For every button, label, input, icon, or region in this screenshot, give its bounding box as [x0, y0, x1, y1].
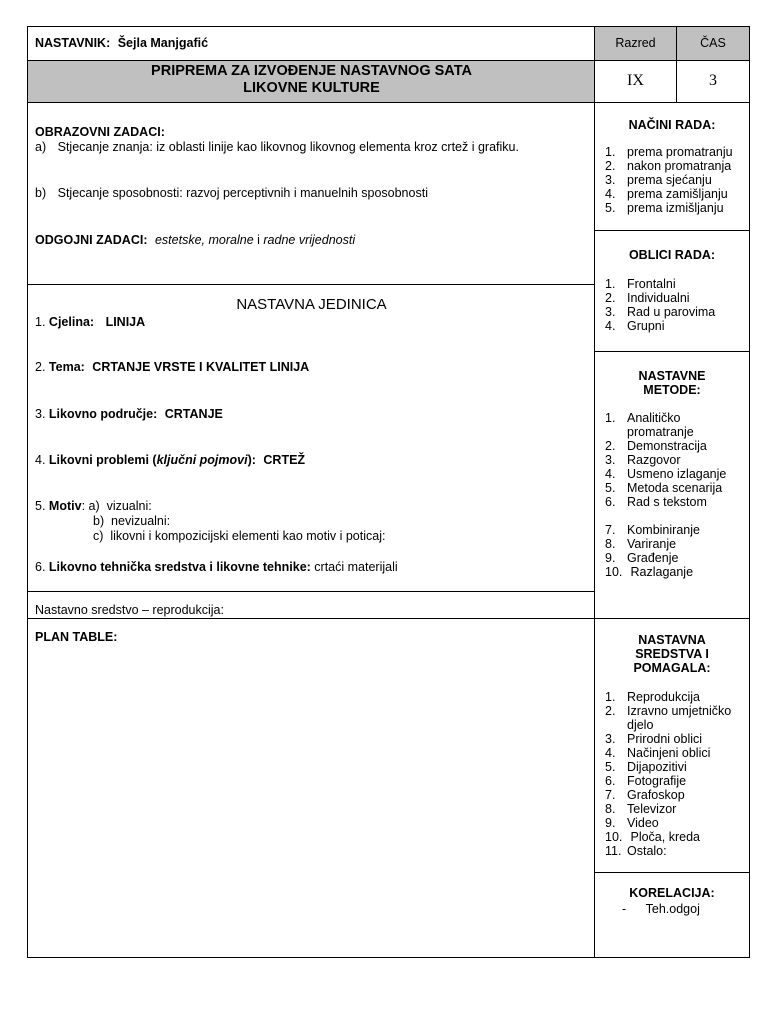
- list-item-text: Razgovor: [627, 453, 681, 467]
- list-item-text: Grupni: [627, 319, 665, 333]
- task-b: [35, 186, 428, 200]
- list-item-text: Građenje: [627, 551, 679, 565]
- unit-motiv: [35, 499, 385, 544]
- podrucje-num: 3.: [35, 407, 46, 421]
- sredstva-title-2: SREDSTVA I: [635, 647, 709, 661]
- list-item-text: Analitičko promatranje: [627, 411, 694, 439]
- list-item-text: Načinjeni oblici: [627, 746, 711, 760]
- list-item: [605, 690, 745, 704]
- list-item-text: Frontalni: [627, 277, 676, 291]
- sredstva-value: crtaći materijali: [314, 560, 398, 574]
- list-item: [605, 411, 743, 439]
- list-item-text: Individualni: [627, 291, 690, 305]
- list-item: [605, 453, 743, 467]
- list-item: [605, 159, 745, 173]
- list-item-number: 8.: [605, 537, 616, 551]
- sredstva-list: [605, 690, 745, 858]
- list-item-text: Metoda scenarija: [627, 481, 723, 495]
- nacini-list: [605, 145, 745, 215]
- problemi-num: 4.: [35, 453, 46, 467]
- cjelina-label: Cjelina:: [48, 315, 95, 329]
- list-item: [605, 774, 745, 788]
- list-item-text: Video: [627, 816, 659, 830]
- list-item-text: Rad s tekstom: [627, 495, 707, 509]
- border-right: [749, 26, 750, 958]
- list-item-text: prema izmišljanju: [627, 201, 724, 215]
- list-item-number: 5.: [605, 201, 616, 215]
- problemi-label-b: ):: [247, 453, 256, 467]
- task-a-marker: a): [35, 140, 47, 154]
- motiv-label: Motiv: [48, 499, 82, 513]
- upbringing-text-mid: i: [253, 233, 264, 247]
- list-item-number: 3.: [605, 732, 616, 746]
- list-item-number: 4.: [605, 746, 616, 760]
- list-item-number: 7.: [605, 523, 616, 537]
- sredstva-title-3: POMAGALA:: [633, 661, 711, 675]
- sredstva-num: 6.: [35, 560, 46, 574]
- list-item-text: Televizor: [627, 802, 677, 816]
- list-item: [605, 565, 743, 579]
- list-item: [605, 495, 743, 509]
- list-item-number: 4.: [605, 467, 616, 481]
- hline-right-351: [594, 351, 750, 352]
- teacher-name: Šejla Manjgafić: [117, 36, 209, 50]
- sredstva-title-1: NASTAVNA: [638, 633, 706, 647]
- title-line-1: PRIPREMA ZA IZVOĐENJE NASTAVNOG SATA: [151, 63, 472, 79]
- list-item-text: prema zamišljanju: [627, 187, 728, 201]
- list-item-number: 4.: [605, 187, 616, 201]
- teacher-label: NASTAVNIK:: [35, 36, 111, 50]
- list-item-text: Fotografije: [627, 774, 687, 788]
- list-item-number: 4.: [605, 319, 616, 333]
- list-item-text: Kombiniranje: [627, 523, 700, 537]
- sredstva-title: [595, 633, 749, 675]
- unit-sredstva: [35, 560, 398, 574]
- teacher-line: [35, 36, 208, 50]
- list-item-number: 6.: [605, 774, 616, 788]
- list-item-number: 8.: [605, 802, 616, 816]
- motiv-a: : a) vizualni:: [81, 499, 152, 513]
- metode-title-2: METODE:: [643, 383, 701, 397]
- list-item-number: 9.: [605, 551, 616, 565]
- list-item-text: prema promatranju: [627, 145, 733, 159]
- hline-right-872: [594, 872, 750, 873]
- list-item: [605, 319, 745, 333]
- list-item-number: 3.: [605, 173, 616, 187]
- unit-problemi: [35, 453, 305, 467]
- list-item: [605, 439, 743, 453]
- hline-right-230: [594, 230, 750, 231]
- list-item-number: 1.: [605, 690, 616, 704]
- list-item: [605, 760, 745, 774]
- unit-podrucje: [35, 407, 223, 421]
- list-item-number: 11.: [605, 844, 622, 858]
- korelacija-title: KORELACIJA:: [629, 886, 715, 900]
- list-item: [605, 187, 745, 201]
- cjelina-value: LINIJA: [105, 315, 146, 329]
- list-item-number: 2.: [605, 159, 616, 173]
- list-item-text: Rad u parovima: [627, 305, 716, 319]
- list-item: [605, 467, 743, 481]
- upbringing-text-1: estetske, moralne: [154, 233, 254, 247]
- list-item-number: 1.: [605, 277, 616, 291]
- list-item-number: 10.: [605, 565, 623, 579]
- tema-num: 2.: [35, 360, 46, 374]
- list-item-text: Usmeno izlaganje: [627, 467, 727, 481]
- border-bottom: [27, 957, 750, 958]
- list-item: [605, 201, 745, 215]
- class-label: ČAS: [700, 36, 726, 50]
- list-item: [605, 291, 745, 305]
- list-item: [605, 523, 743, 537]
- unit-tema: [35, 360, 309, 374]
- list-item-number: 2.: [605, 439, 616, 453]
- list-item-text: Ploča, kreda: [627, 830, 700, 844]
- list-item-number: 1.: [605, 145, 616, 159]
- tema-value: CRTANJE VRSTE I KVALITET LINIJA: [92, 360, 310, 374]
- class-value: 3: [709, 72, 717, 89]
- list-item-text: Grafoskop: [627, 788, 685, 802]
- document-title: [28, 63, 595, 97]
- plan-table-label: PLAN TABLE:: [35, 630, 118, 644]
- list-item: [605, 802, 745, 816]
- border-top: [27, 26, 750, 27]
- list-item-number: 6.: [605, 495, 616, 509]
- oblici-title: OBLICI RADA:: [628, 248, 716, 262]
- hline-102: [27, 102, 750, 103]
- sredstva-label: Likovno tehnička sredstva i likovne tehnike:: [48, 560, 311, 574]
- korelacija-item-row: [622, 902, 700, 916]
- list-item-number: 3.: [605, 453, 616, 467]
- border-left: [27, 26, 28, 958]
- motiv-b: b) nevizualni:: [93, 514, 171, 528]
- korelacija-item: Teh.odgoj: [645, 902, 700, 916]
- cjelina-num: 1.: [35, 315, 46, 329]
- motiv-num: 5.: [35, 499, 46, 513]
- list-item-text: nakon promatranja: [627, 159, 732, 173]
- oblici-list: [605, 277, 745, 333]
- task-a: [35, 140, 519, 154]
- list-item-text: Demonstracija: [627, 439, 707, 453]
- list-item: [605, 537, 743, 551]
- list-item-number: 5.: [605, 760, 616, 774]
- tema-label: Tema:: [48, 360, 85, 374]
- educational-tasks-label: OBRAZOVNI ZADACI:: [35, 125, 165, 139]
- list-item: [605, 277, 745, 291]
- list-item-number: 10.: [605, 830, 623, 844]
- list-item: [605, 704, 745, 732]
- korelacija-dash: -: [622, 902, 627, 916]
- list-item-text: Dijapozitivi: [627, 760, 687, 774]
- list-item-text: Reprodukcija: [627, 690, 700, 704]
- list-item-number: 5.: [605, 481, 616, 495]
- metode-title-1: NASTAVNE: [638, 369, 706, 383]
- list-item: [605, 746, 745, 760]
- problemi-label-a: Likovni problemi (: [48, 453, 157, 467]
- list-item: [605, 173, 745, 187]
- list-item: [605, 788, 745, 802]
- problemi-value: CRTEŽ: [263, 453, 306, 467]
- hline-618: [27, 618, 750, 619]
- list-item-number: 2.: [605, 291, 616, 305]
- upbringing-text-2: radne vrijednosti: [263, 233, 356, 247]
- unit-heading: NASTAVNA JEDINICA: [236, 296, 387, 313]
- hline-left-284: [27, 284, 595, 285]
- grade-label: Razred: [615, 36, 656, 50]
- upbringing-label: ODGOJNI ZADACI:: [35, 233, 148, 247]
- upbringing-tasks: [35, 233, 355, 247]
- list-item: [605, 844, 745, 858]
- task-b-marker: b): [35, 186, 47, 200]
- list-item: [605, 551, 743, 565]
- task-a-text: Stjecanje znanja: iz oblasti linije kao likovnog likovnog elementa kroz crtež i grafiku.: [57, 140, 519, 154]
- list-item-text: Variranje: [627, 537, 677, 551]
- metode-title: [595, 369, 749, 397]
- list-item-text: prema sjećanju: [627, 173, 712, 187]
- column-divider: [594, 26, 595, 958]
- media-line: Nastavno sredstvo – reprodukcija:: [35, 603, 224, 617]
- task-b-text: Stjecanje sposobnosti: razvoj perceptivnih i manuelnih sposobnosti: [57, 186, 428, 200]
- list-item: [605, 145, 745, 159]
- hline-61: [27, 60, 750, 61]
- hline-left-591: [27, 591, 595, 592]
- list-item: [605, 305, 745, 319]
- list-item: [605, 830, 745, 844]
- list-item: [605, 816, 745, 830]
- nacini-title: NAČINI RADA:: [628, 118, 716, 132]
- unit-cjelina: [35, 315, 145, 329]
- problemi-label-italic: ključni pojmovi: [156, 453, 248, 467]
- motiv-c: c) likovni i kompozicijski elementi kao motiv i poticaj:: [93, 529, 386, 543]
- list-item-number: 9.: [605, 816, 616, 830]
- list-item-number: 1.: [605, 411, 616, 425]
- list-item: [605, 481, 743, 495]
- title-line-2: LIKOVNE KULTURE: [243, 80, 380, 96]
- list-item: [605, 732, 745, 746]
- podrucje-label: Likovno područje:: [48, 407, 158, 421]
- list-item-number: 3.: [605, 305, 616, 319]
- metode-list: [605, 411, 743, 509]
- grade-value: IX: [627, 72, 644, 89]
- metode2-list: [605, 523, 743, 579]
- list-item-text: Ostalo:: [627, 844, 667, 858]
- list-item-number: 7.: [605, 788, 616, 802]
- list-item-text: Razlaganje: [627, 565, 694, 579]
- podrucje-value: CRTANJE: [164, 407, 223, 421]
- list-item-text: Izravno umjetničko djelo: [627, 704, 735, 732]
- list-item-number: 2.: [605, 704, 616, 718]
- list-item-text: Prirodni oblici: [627, 732, 703, 746]
